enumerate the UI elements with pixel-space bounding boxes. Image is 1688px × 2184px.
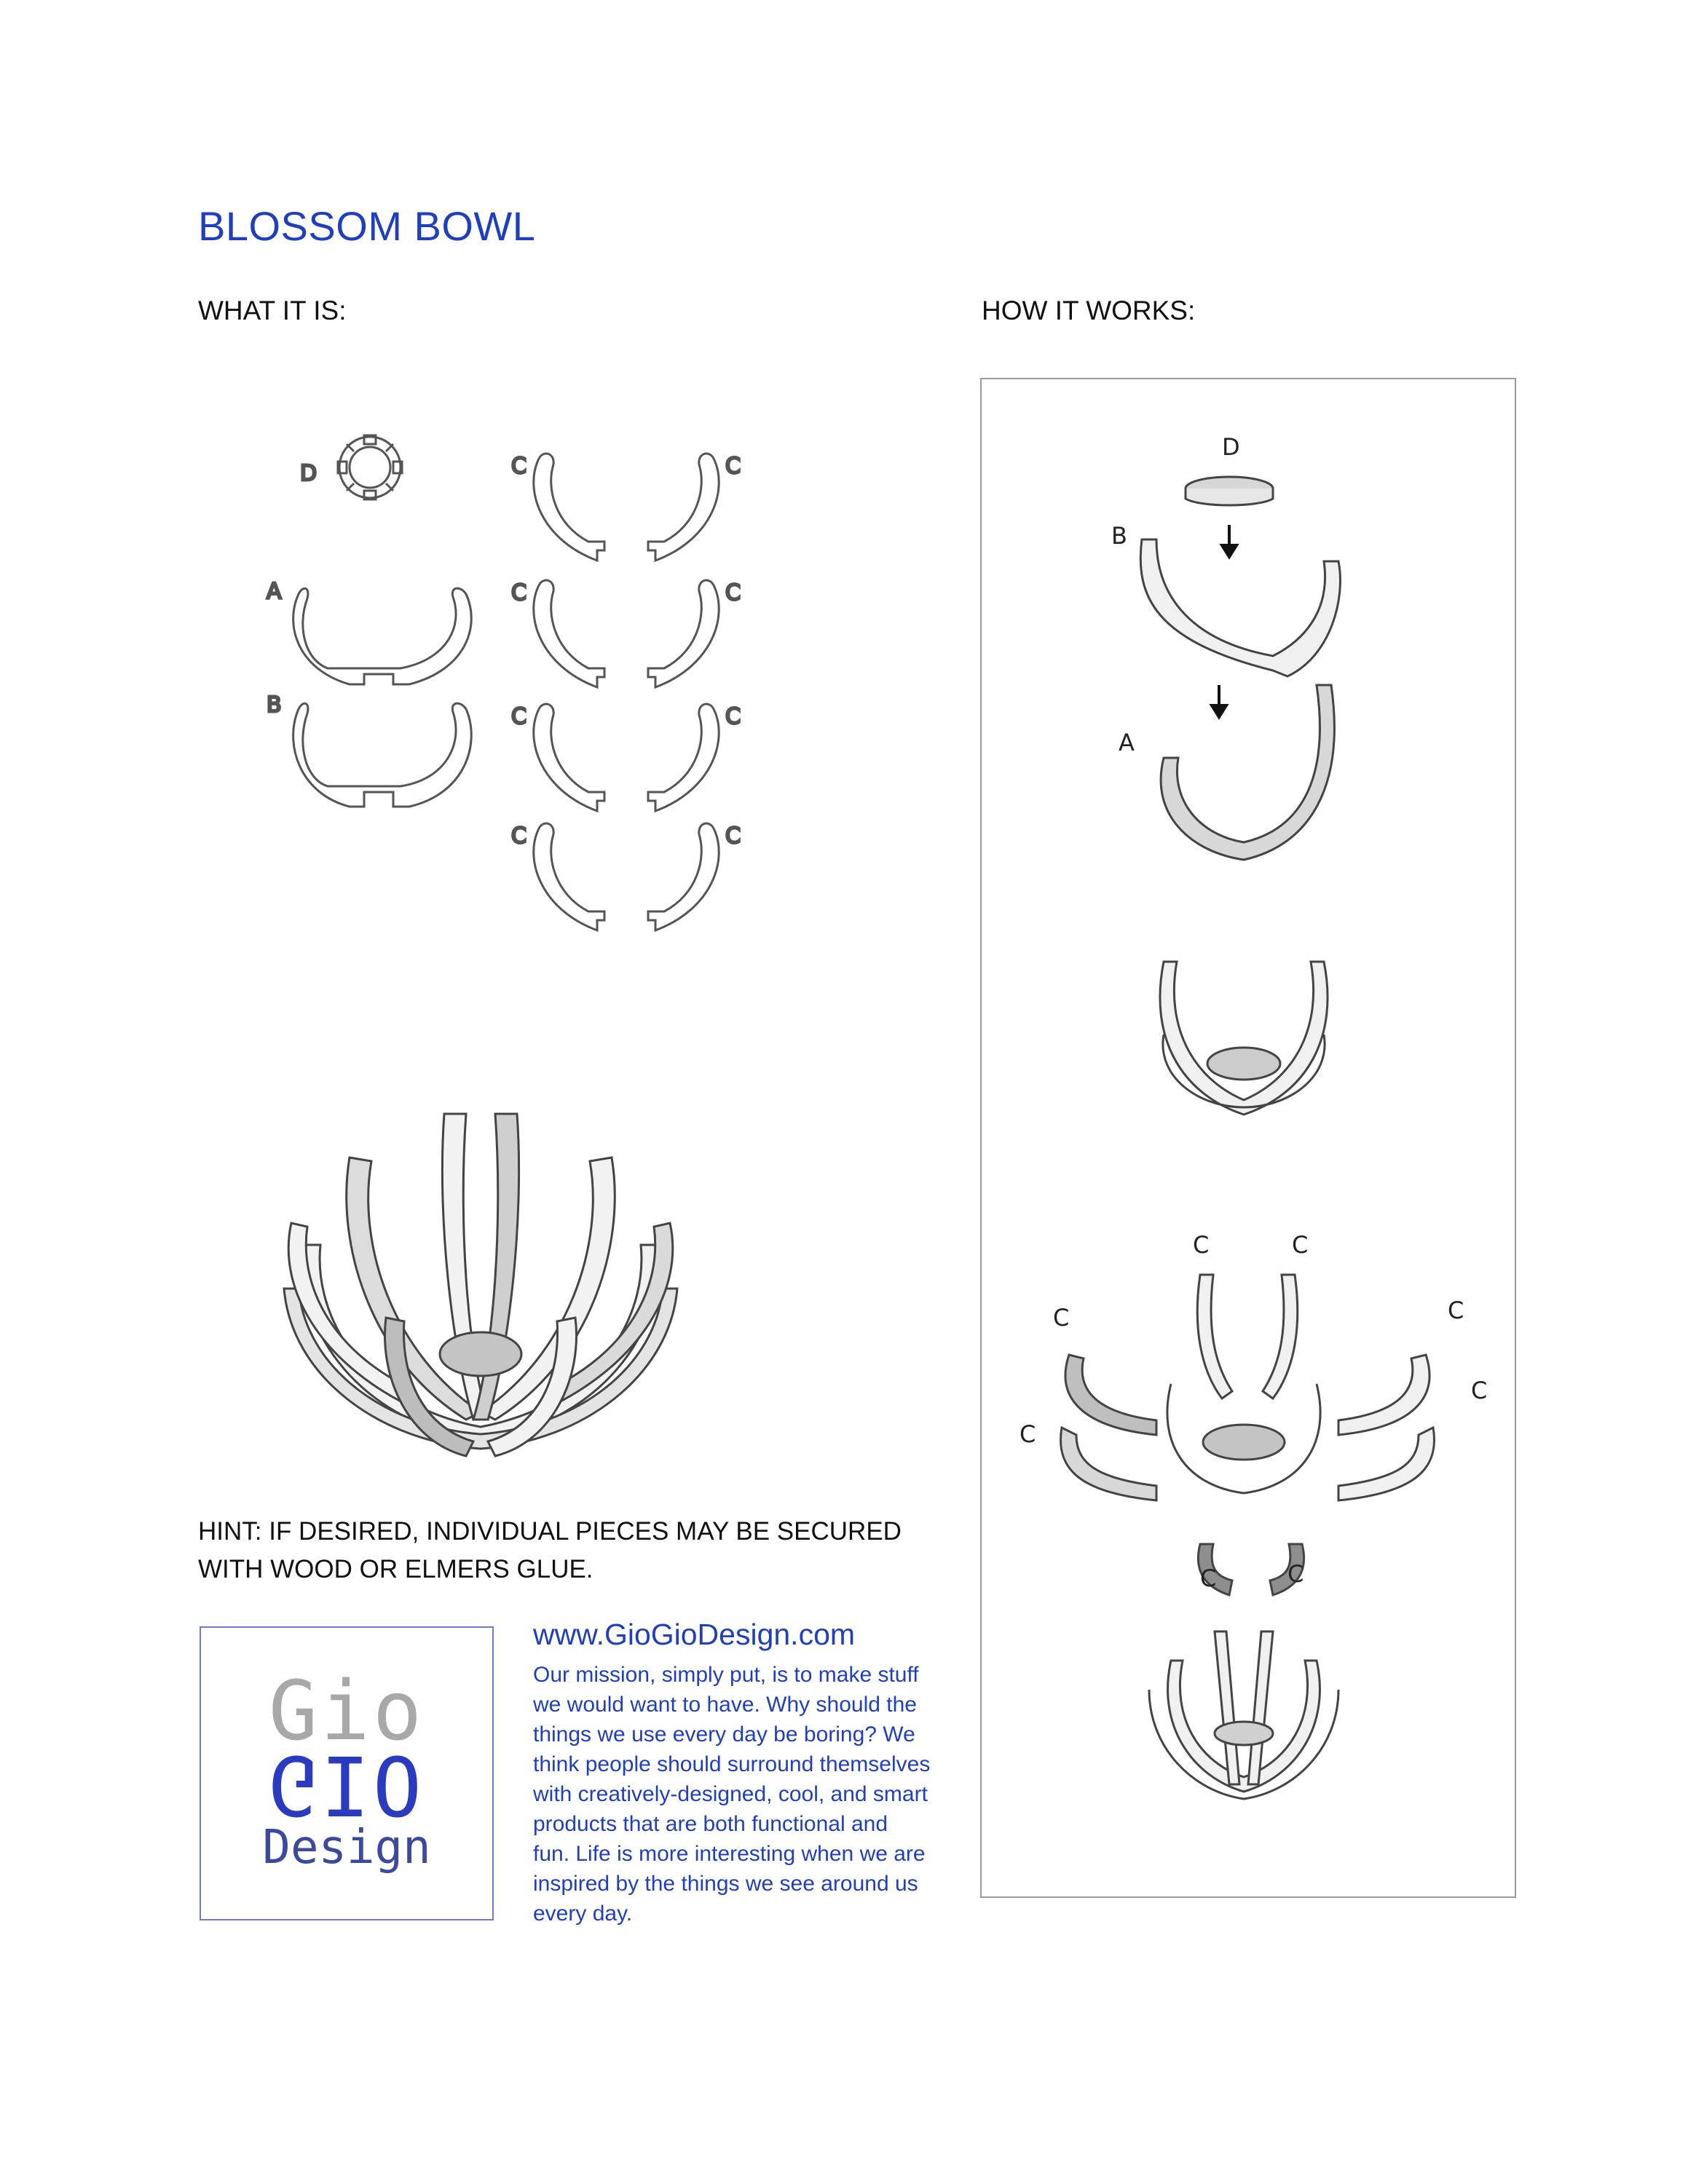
assembly-label-c: C — [1053, 1304, 1070, 1332]
logo-line-gio-blue: GIO — [268, 1737, 425, 1832]
website-link[interactable]: www.GioGioDesign.com — [533, 1618, 856, 1651]
part-c-label: C — [725, 454, 741, 479]
piece-a — [1161, 685, 1334, 860]
part-c-pieces — [534, 454, 719, 930]
assembly-label-c: C — [1448, 1297, 1464, 1324]
assembly-label-a: A — [1119, 729, 1135, 756]
mission-line: inspired by the things we see around us — [533, 1872, 918, 1896]
assembly-label-b: B — [1111, 522, 1127, 550]
part-a-label: A — [267, 579, 282, 604]
hint-line: HINT: IF DESIRED, INDIVIDUAL PIECES MAY BE SECURED — [198, 1517, 902, 1546]
mission-line: with creatively-designed, cool, and smart — [533, 1782, 928, 1806]
mission-line: we would want to have. Why should the — [533, 1693, 917, 1717]
mission-line: products that are both functional and — [533, 1812, 888, 1836]
part-b — [293, 703, 472, 807]
mission-line: think people should surround themselves — [533, 1752, 931, 1776]
part-a — [293, 588, 472, 684]
giogio-logo — [200, 1626, 494, 1920]
assembly-label-c: C — [1019, 1420, 1036, 1448]
part-b-label: B — [267, 692, 282, 718]
part-d-label: D — [300, 461, 318, 486]
how-it-works-panel — [980, 378, 1516, 1898]
page-title: BLOSSOM BOWL — [198, 203, 536, 249]
assembly-label-c: C — [1200, 1564, 1217, 1592]
mission-line: Our mission, simply put, is to make stuff — [533, 1663, 919, 1687]
logo-line-gio-gray: Gio — [268, 1664, 425, 1759]
assembly-label-c: C — [1292, 1231, 1309, 1259]
step-four-final-bowl — [1149, 1631, 1338, 1799]
assembly-label-c: C — [1287, 1560, 1304, 1588]
part-c-label: C — [511, 454, 526, 479]
part-c-label: C — [511, 704, 526, 729]
assembly-label-c: C — [1193, 1231, 1210, 1259]
how-it-works-heading: HOW IT WORKS: — [982, 296, 1196, 325]
mission-line: every day. — [533, 1902, 633, 1926]
logo-line-design: Design — [262, 1821, 431, 1875]
parts-diagram — [218, 408, 772, 961]
assembly-steps-diagram — [982, 379, 1515, 1896]
assembly-label-c: C — [1471, 1377, 1488, 1404]
part-c-label: C — [511, 580, 526, 606]
mission-line: fun. Life is more interesting when we are — [533, 1842, 926, 1866]
mission-statement — [533, 1660, 955, 1928]
assembly-label-d: D — [1222, 433, 1240, 461]
what-it-is-heading: WHAT IT IS: — [198, 296, 347, 325]
step-three-exploded — [1061, 1275, 1435, 1595]
down-arrows — [1212, 525, 1237, 717]
hint-line: WITH WOOD OR ELMERS GLUE. — [198, 1555, 593, 1583]
part-c-label: C — [725, 823, 741, 849]
mission-line: things we use every day be boring? We — [533, 1722, 915, 1746]
hint-text — [198, 1513, 926, 1588]
part-c-label: C — [511, 823, 526, 849]
assembled-bowl-illustration — [262, 1099, 699, 1478]
part-c-label: C — [725, 580, 741, 606]
part-c-label: C — [725, 704, 741, 729]
part-d-gear — [338, 435, 402, 499]
piece-b — [1140, 539, 1340, 676]
step-two-frame — [1160, 962, 1328, 1115]
